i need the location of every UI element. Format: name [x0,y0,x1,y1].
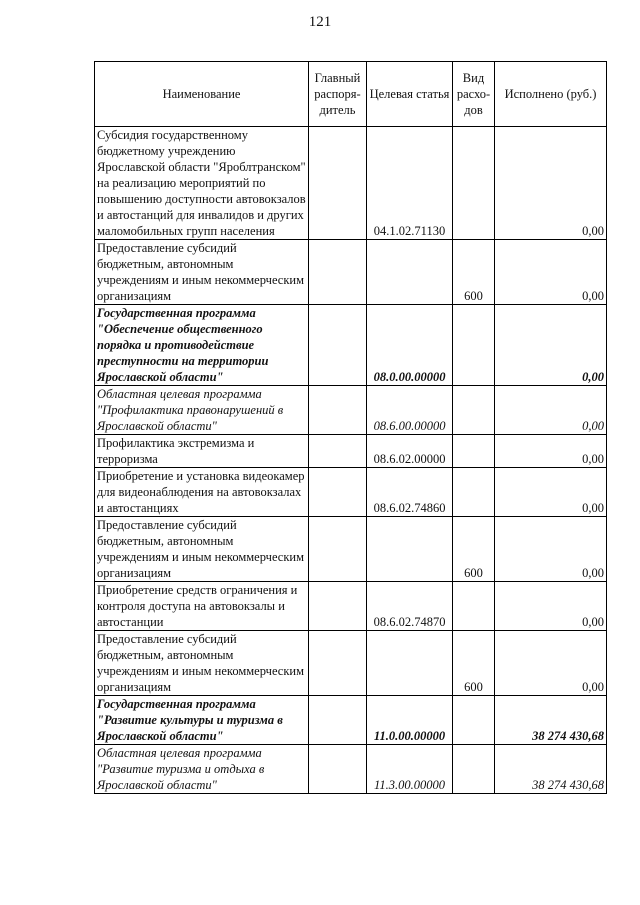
table-row [95,517,607,582]
row-main-manager [309,468,367,517]
row-target-article [367,517,453,582]
row-name: Областная целевая программа "Развитие туризма и отдыха в Ярославской области" [95,745,309,794]
table-row [95,127,607,240]
row-expense-kind: 600 [453,517,495,582]
row-target-article [367,631,453,696]
row-name: Государственная программа "Развитие культуры и туризма в Ярославской области" [95,696,309,745]
row-expense-kind [453,696,495,745]
table-row [95,468,607,517]
row-main-manager [309,517,367,582]
row-expense-kind [453,305,495,386]
table-row [95,305,607,386]
row-target-article: 08.6.02.74870 [367,582,453,631]
row-executed-sum: 38 274 430,68 [495,745,607,794]
row-executed-sum: 38 274 430,68 [495,696,607,745]
row-expense-kind [453,386,495,435]
row-name: Приобретение средств ограничения и контроля доступа на автовокзалы и автостанции [95,582,309,631]
table-header-row [95,62,607,127]
row-main-manager [309,435,367,468]
row-executed-sum: 0,00 [495,127,607,240]
row-name: Субсидия государственному бюджетному учреждению Ярославской области "Яроблтранском" на реализацию мероприятий по повышению доступности автовокзалов и автостанций для инвалидов и других маломобильных групп населения [95,127,309,240]
row-expense-kind: 600 [453,240,495,305]
header-expense-kind: Вид расхо-дов [453,62,495,127]
row-executed-sum: 0,00 [495,386,607,435]
header-target-article: Целевая статья [367,62,453,127]
table-row [95,240,607,305]
row-target-article: 08.6.02.74860 [367,468,453,517]
row-executed-sum: 0,00 [495,468,607,517]
row-target-article: 11.0.00.00000 [367,696,453,745]
row-target-article: 04.1.02.71130 [367,127,453,240]
row-executed-sum: 0,00 [495,582,607,631]
row-main-manager [309,582,367,631]
row-main-manager [309,745,367,794]
row-expense-kind: 600 [453,631,495,696]
page-number: 121 [308,14,332,30]
row-name: Государственная программа "Обеспечение общественного порядка и противодействие преступности на территории Ярославской области" [95,305,309,386]
row-name: Профилактика экстремизма и терроризма [95,435,309,468]
table-row [95,435,607,468]
row-executed-sum: 0,00 [495,517,607,582]
table-row [95,582,607,631]
row-name: Предоставление субсидий бюджетным, автономным учреждениям и иным некоммерческим организациям [95,240,309,305]
table-row [95,696,607,745]
row-expense-kind [453,745,495,794]
header-executed-sum: Исполнено (руб.) [495,62,607,127]
row-main-manager [309,240,367,305]
row-name: Областная целевая программа "Профилактика правонарушений в Ярославской области" [95,386,309,435]
row-main-manager [309,305,367,386]
row-target-article: 08.6.00.00000 [367,386,453,435]
table-row [95,386,607,435]
row-executed-sum: 0,00 [495,305,607,386]
budget-table [94,61,607,794]
table-row [95,631,607,696]
row-name: Предоставление субсидий бюджетным, автономным учреждениям и иным некоммерческим организациям [95,631,309,696]
row-target-article [367,240,453,305]
table-row [95,745,607,794]
row-expense-kind [453,582,495,631]
row-main-manager [309,127,367,240]
row-target-article: 08.0.00.00000 [367,305,453,386]
header-main-manager: Главный распоря-дитель [309,62,367,127]
row-name: Приобретение и установка видеокамер для видеонаблюдения на автовокзалах и автостанциях [95,468,309,517]
row-main-manager [309,696,367,745]
row-expense-kind [453,127,495,240]
row-executed-sum: 0,00 [495,435,607,468]
row-expense-kind [453,468,495,517]
row-target-article: 08.6.02.00000 [367,435,453,468]
row-expense-kind [453,435,495,468]
row-executed-sum: 0,00 [495,631,607,696]
row-main-manager [309,386,367,435]
row-name: Предоставление субсидий бюджетным, автономным учреждениям и иным некоммерческим организациям [95,517,309,582]
header-name: Наименование [95,62,309,127]
row-executed-sum: 0,00 [495,240,607,305]
row-main-manager [309,631,367,696]
row-target-article: 11.3.00.00000 [367,745,453,794]
